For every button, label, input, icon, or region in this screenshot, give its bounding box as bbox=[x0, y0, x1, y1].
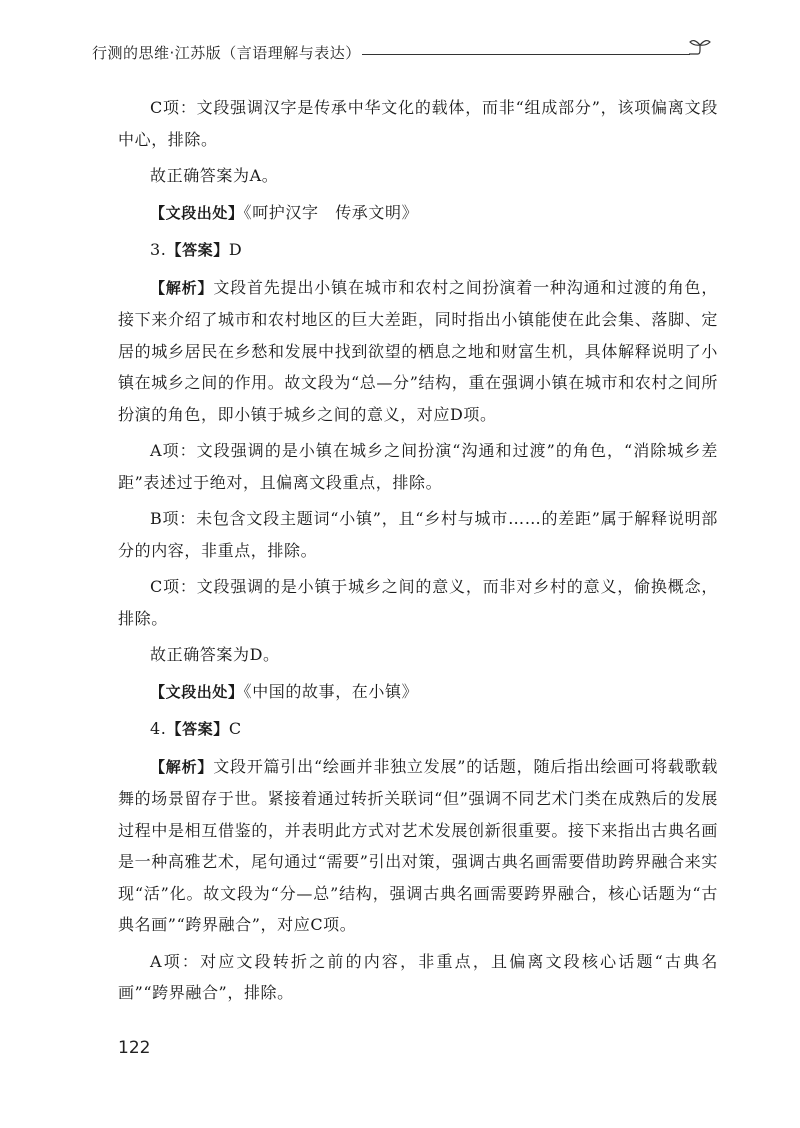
option-c-analysis-q2: C项：文段强调汉字是传承中华文化的载体，而非“组成部分”，该项偏离文段中心，排除。 bbox=[118, 98, 718, 149]
sprout-icon bbox=[686, 38, 712, 62]
source-q2: 【文段出处】《呵护汉字 传承文明》 bbox=[150, 202, 419, 222]
source-label: 【文段出处】 bbox=[150, 203, 244, 222]
answer-conclusion-q2: 故正确答案为A。 bbox=[150, 166, 279, 185]
answer-q4: 4.【答案】C bbox=[150, 719, 242, 738]
answer-q3: 3.【答案】D bbox=[150, 240, 243, 259]
page-body bbox=[118, 92, 718, 1014]
source-q3: 【文段出处】《中国的故事，在小镇》 bbox=[150, 681, 419, 701]
header-rule bbox=[362, 54, 690, 55]
source-label: 【文段出处】 bbox=[150, 682, 244, 701]
option-a-analysis-q3: A项：文段强调的是小镇在城乡之间扮演“沟通和过渡”的角色，“消除城乡差距”表述过于绝对，且偏离文段重点，排除。 bbox=[118, 441, 718, 492]
book-title: 行测的思维·江苏版（言语理解与表达） bbox=[92, 44, 361, 62]
running-header bbox=[92, 38, 717, 68]
analysis-label: 【解析】 bbox=[150, 757, 214, 776]
analysis-q4: 【解析】文段开篇引出“绘画并非独立发展”的话题，随后指出绘画可将载歌载舞的场景留存于世。紧接着通过转折关联词“但”强调不同艺术门类在成熟后的发展过程中是相互借鉴的，并表明此方式对艺术发展创新很重要。接下来指出古典名画是一种高雅艺术，尾句通过“需要”引出对策，强调古典名画需要借助跨界融合来实现“活”化。故文段为“分—总”结构，强调古典名画需要跨界融合，核心话题为“古典名画”“跨界融合”，对应C项。 bbox=[118, 756, 718, 934]
analysis-label: 【解析】 bbox=[150, 278, 214, 297]
answer-label: 【答案】 bbox=[166, 720, 229, 738]
option-a-analysis-q4: A项：对应文段转折之前的内容，非重点，且偏离文段核心话题“古典名画”“跨界融合”，排除。 bbox=[118, 951, 718, 1002]
option-c-analysis-q3: C项：文段强调的是小镇于城乡之间的意义，而非对乡村的意义，偷换概念，排除。 bbox=[118, 577, 718, 628]
page-number: 122 bbox=[118, 1038, 151, 1058]
answer-conclusion-q3: 故正确答案为D。 bbox=[150, 645, 280, 664]
option-b-analysis-q3: B项：未包含文段主题词“小镇”，且“乡村与城市……的差距”属于解释说明部分的内容，非重点，排除。 bbox=[118, 509, 718, 560]
answer-label: 【答案】 bbox=[166, 241, 229, 259]
analysis-q3: 【解析】文段首先提出小镇在城市和农村之间扮演着一种沟通和过渡的角色，接下来介绍了城市和农村地区的巨大差距，同时指出小镇能使在此会集、落脚、定居的城乡居民在乡愁和发展中找到欲望的栖息之地和财富生机，具体解释说明了小镇在城乡之间的作用。故文段为“总—分”结构，重在强调小镇在城市和农村之间所扮演的角色，即小镇于城乡之间的意义，对应D项。 bbox=[118, 277, 718, 424]
